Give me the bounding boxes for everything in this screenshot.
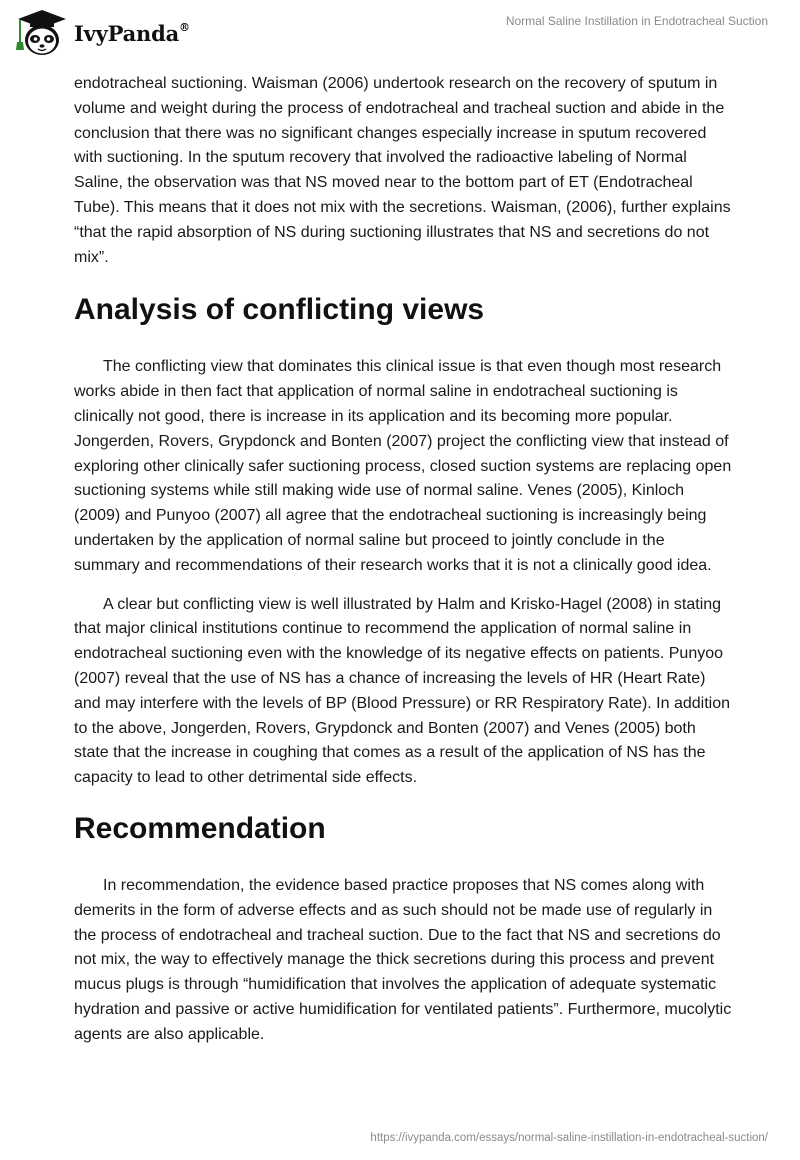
ivypanda-logo[interactable] — [14, 8, 190, 58]
heading-analysis-of-conflicting-views: Analysis of conflicting views — [74, 293, 485, 327]
analysis-paragraph-1: The conflicting view that dominates this clinical issue is that even though most research works abide in then fact that application of normal saline in endotracheal suctioning is clinically not good, there is increase in its application and its becoming more popular. Jongerden, Rovers, Grypdonck and Bonten (2007) project the conflicting view that instead of exploring other clinically safer suctioning process, closed suction systems are replacing open suctioning systems while still making wide use of normal saline. Venes (2005), Kinloch (2009) and Punyoo (2007) all agree that the endotracheal suctioning is increasingly being undertaken by the application of normal saline but proceed to jointly conclude in the summary and recommendations of their research works that it is not a clinically good idea. — [74, 358, 732, 574]
source-url[interactable]: https://ivypanda.com/essays/normal-saline-instillation-in-endotracheal-suction/ — [370, 1132, 768, 1144]
brand-name: IvyPanda® — [74, 20, 190, 46]
intro-paragraph: endotracheal suctioning. Waisman (2006) undertook research on the recovery of sputum in volume and weight during the process of endotracheal and tracheal suction and abide in the conclusion that there was no significant changes especially increase in sputum recovered with suctioning. In the sputum recovery that involved the radioactive labeling of Normal Saline, the observation was that NS moved near to the bottom part of ET (Endotracheal Tube). This means that it does not mix with the secretions. Waisman, (2006), further explains “that the rapid absorption of NS during suctioning illustrates that NS and secretions do not mix”. — [74, 75, 731, 266]
running-title: Normal Saline Instillation in Endotracheal Suction — [505, 14, 768, 28]
analysis-paragraph-2: A clear but conflicting view is well illustrated by Halm and Krisko-Hagel (2008) in stating that major clinical institutions continue to recommend the application of normal saline in endotracheal suctioning even with the knowledge of its negative effects on patients. Punyoo (2007) reveal that the use of NS has a chance of increasing the levels of HR (Heart Rate) and may interfere with the levels of BP (Blood Pressure) or RR Respiratory Rate). In addition to the above, Jongerden, Rovers, Grypdonck and Bonten (2007) and Venes (2005) both state that the increase in coughing that comes as a result of the application of NS has the capacity to lead to other detrimental side effects. — [74, 595, 730, 787]
heading-recommendation: Recommendation — [74, 811, 326, 845]
registered-mark: ® — [179, 20, 190, 34]
recommendation-paragraph: In recommendation, the evidence based practice proposes that NS comes along with demerits in the form of adverse effects and as such should not be made use of regularly in the process of endotracheal and tracheal suction. Due to the fact that NS and secretions do not mix, the way to effectively manage the thick secretions during this process and prevent mucus plugs is through “humidification that involves the application of adequate systematic hydration and passive or active humidification for ventilated patients”. Furthermore, mucolytic agents are also applicable. — [74, 876, 732, 1043]
panda-graduation-cap-icon — [14, 8, 70, 58]
article-body — [74, 72, 734, 1048]
page-header — [0, 0, 800, 70]
